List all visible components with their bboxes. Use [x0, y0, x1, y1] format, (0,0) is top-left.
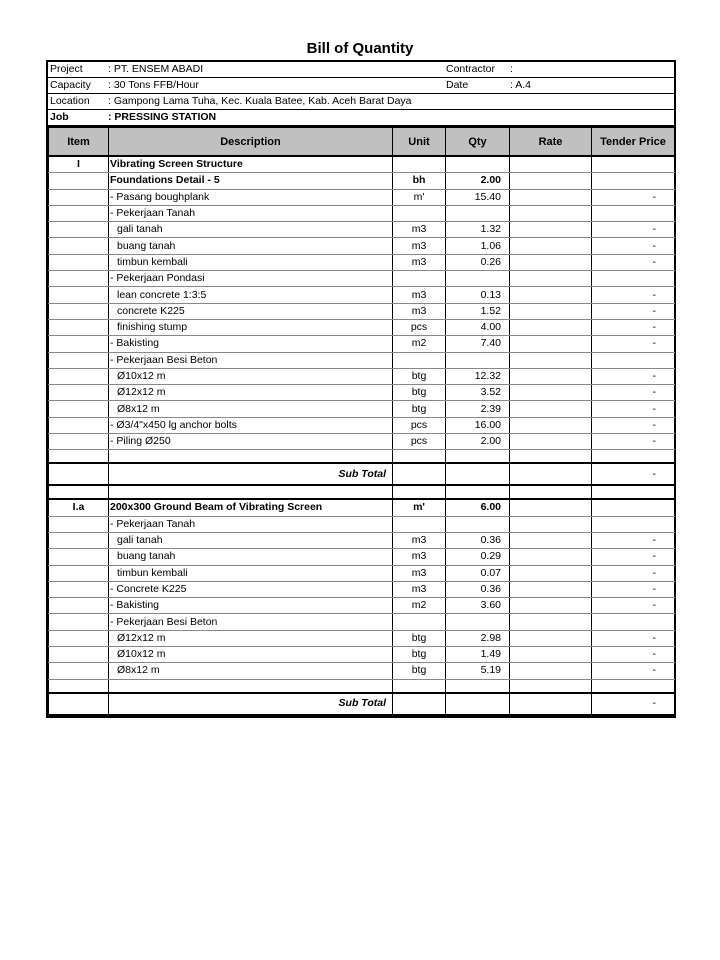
cell-item: [49, 189, 109, 205]
cell-unit: [393, 679, 446, 693]
table-row: [49, 630, 675, 646]
cell-rate: [510, 205, 592, 221]
subtotal-label: Sub Total: [109, 693, 393, 715]
table-row: [49, 598, 675, 614]
cell-item: [49, 287, 109, 303]
info-row-capacity: [48, 78, 674, 94]
cell-tender-price: -: [592, 630, 675, 646]
cell-rate: [510, 581, 592, 597]
cell-rate: [510, 238, 592, 254]
cell-description: concrete K225: [109, 303, 393, 319]
cell-tender-price: -: [592, 565, 675, 581]
cell-unit: m3: [393, 287, 446, 303]
cell-description: - Pekerjaan Besi Beton: [109, 352, 393, 368]
cell-item: [49, 385, 109, 401]
cell-item: [49, 254, 109, 270]
cell-qty: 4.00: [446, 319, 510, 335]
cell-description: - Pekerjaan Tanah: [109, 516, 393, 532]
info-row-project: [48, 62, 674, 78]
cell-unit: m3: [393, 303, 446, 319]
cell-tender-price: -: [592, 254, 675, 270]
table-row: [49, 614, 675, 630]
cell-unit: [393, 271, 446, 287]
cell-qty: [446, 679, 510, 693]
table-row: [49, 368, 675, 384]
cell-qty: 1.52: [446, 303, 510, 319]
cell-qty: 2.39: [446, 401, 510, 417]
cell-qty: 3.52: [446, 385, 510, 401]
cell-qty: 0.13: [446, 287, 510, 303]
table-row: [49, 173, 675, 189]
table-row: [49, 434, 675, 450]
cell-tender-price: -: [592, 238, 675, 254]
cell-tender-price: -: [592, 532, 675, 548]
cell-unit: [393, 485, 446, 499]
cell-rate: [510, 679, 592, 693]
cell-unit: pcs: [393, 434, 446, 450]
cell-rate: [510, 156, 592, 173]
cell-rate: [510, 549, 592, 565]
column-header-tender-price: Tender Price: [592, 128, 675, 157]
cell-item: [49, 565, 109, 581]
table-row: [49, 254, 675, 270]
table-row: [49, 663, 675, 679]
cell-unit: m3: [393, 238, 446, 254]
job-label: Job: [50, 111, 69, 123]
cell-rate: [510, 254, 592, 270]
cell-description: timbun kembali: [109, 254, 393, 270]
cell-item: [49, 614, 109, 630]
cell-tender-price: [592, 156, 675, 173]
cell-description: buang tanah: [109, 238, 393, 254]
table-row: [49, 303, 675, 319]
cell-unit: [393, 450, 446, 464]
cell-description: Ø10x12 m: [109, 368, 393, 384]
cell-rate: [510, 614, 592, 630]
cell-unit: pcs: [393, 417, 446, 433]
cell-tender-price: [592, 271, 675, 287]
cell-item: [49, 173, 109, 189]
cell-description: Ø10x12 m: [109, 647, 393, 663]
column-header-item: Item: [49, 128, 109, 157]
cell-unit: btg: [393, 401, 446, 417]
blank-row: [49, 679, 675, 693]
cell-item: [49, 450, 109, 464]
project-value: : PT. ENSEM ABADI: [108, 63, 204, 75]
cell-qty: 0.36: [446, 532, 510, 548]
cell-qty: [446, 205, 510, 221]
table-row: [49, 647, 675, 663]
table-body: [49, 156, 675, 715]
cell-unit: btg: [393, 368, 446, 384]
cell-rate: [510, 565, 592, 581]
cell-unit: btg: [393, 630, 446, 646]
cell-qty: [446, 352, 510, 368]
cell-description: - Pasang boughplank: [109, 189, 393, 205]
cell-item: [49, 271, 109, 287]
cell-unit: m3: [393, 581, 446, 597]
cell-item: [49, 630, 109, 646]
cell-rate: [510, 336, 592, 352]
cell-description: Ø8x12 m: [109, 401, 393, 417]
table-row: [49, 532, 675, 548]
subtotal-label: Sub Total: [109, 463, 393, 485]
cell-tender-price: -: [592, 385, 675, 401]
cell-item: [49, 238, 109, 254]
cell-qty: 5.19: [446, 663, 510, 679]
cell-tender-price: [592, 614, 675, 630]
subtotal-row: [49, 463, 675, 485]
cell-unit: m3: [393, 532, 446, 548]
cell-description: Foundations Detail - 5: [109, 173, 393, 189]
cell-description: finishing stump: [109, 319, 393, 335]
cell-tender-price: [592, 679, 675, 693]
table-row: [49, 205, 675, 221]
table-row: [49, 156, 675, 173]
boq-table: [48, 127, 675, 716]
cell-description: - Pekerjaan Pondasi: [109, 271, 393, 287]
cell-qty: [446, 516, 510, 532]
cell-description: - Ø3/4"x450 lg anchor bolts: [109, 417, 393, 433]
table-row: [49, 417, 675, 433]
date-label: Date: [446, 79, 469, 91]
cell-unit: m2: [393, 598, 446, 614]
cell-tender-price: -: [592, 368, 675, 384]
cell-unit: m3: [393, 549, 446, 565]
table-row: [49, 271, 675, 287]
cell-unit: m3: [393, 254, 446, 270]
cell-description: - Piling Ø250: [109, 434, 393, 450]
table-row: [49, 385, 675, 401]
cell-description: - Pekerjaan Tanah: [109, 205, 393, 221]
capacity-value: : 30 Tons FFB/Hour: [108, 79, 199, 91]
cell-qty: 2.00: [446, 173, 510, 189]
cell-rate: [510, 485, 592, 499]
cell-qty: 0.07: [446, 565, 510, 581]
cell-item: [49, 647, 109, 663]
table-row: [49, 336, 675, 352]
cell-qty: 0.26: [446, 254, 510, 270]
cell-description: [109, 679, 393, 693]
cell-item: [49, 679, 109, 693]
cell-qty: [446, 271, 510, 287]
cell-item: [49, 598, 109, 614]
cell-unit: bh: [393, 173, 446, 189]
cell-qty: 1.06: [446, 238, 510, 254]
cell-item: [49, 222, 109, 238]
cell-description: - Pekerjaan Besi Beton: [109, 614, 393, 630]
subtotal-row: [49, 693, 675, 715]
cell-qty: 0.36: [446, 581, 510, 597]
table-row: [49, 401, 675, 417]
cell-unit: btg: [393, 663, 446, 679]
cell-unit: [393, 463, 446, 485]
table-row: [49, 352, 675, 368]
cell-item: [49, 516, 109, 532]
table-row: [49, 319, 675, 335]
cell-tender-price: -: [592, 222, 675, 238]
cell-item: [49, 485, 109, 499]
cell-qty: [446, 450, 510, 464]
cell-description: lean concrete 1:3:5: [109, 287, 393, 303]
cell-rate: [510, 385, 592, 401]
cell-unit: [393, 156, 446, 173]
cell-item: [49, 401, 109, 417]
cell-rate: [510, 189, 592, 205]
cell-item: [49, 663, 109, 679]
boq-sheet: [46, 60, 676, 718]
cell-tender-price: -: [592, 663, 675, 679]
cell-item: [49, 336, 109, 352]
cell-rate: [510, 417, 592, 433]
cell-tender-price: [592, 450, 675, 464]
cell-description: Ø12x12 m: [109, 385, 393, 401]
cell-item: [49, 352, 109, 368]
cell-tender-price: -: [592, 336, 675, 352]
table-row: [49, 238, 675, 254]
cell-tender-price: -: [592, 549, 675, 565]
cell-tender-price: -: [592, 287, 675, 303]
cell-item: I.a: [49, 499, 109, 516]
cell-unit: m2: [393, 336, 446, 352]
cell-tender-price: -: [592, 434, 675, 450]
cell-tender-price: -: [592, 598, 675, 614]
cell-rate: [510, 450, 592, 464]
blank-row: [49, 485, 675, 499]
column-header-description: Description: [109, 128, 393, 157]
cell-qty: [446, 693, 510, 715]
location-value: : Gampong Lama Tuha, Kec. Kuala Batee, Kab. Aceh Barat Daya: [108, 95, 412, 107]
cell-qty: 1.32: [446, 222, 510, 238]
cell-description: gali tanah: [109, 222, 393, 238]
cell-qty: 2.00: [446, 434, 510, 450]
cell-rate: [510, 434, 592, 450]
cell-unit: pcs: [393, 319, 446, 335]
cell-tender-price: -: [592, 303, 675, 319]
cell-tender-price: -: [592, 581, 675, 597]
cell-qty: 7.40: [446, 336, 510, 352]
cell-description: [109, 485, 393, 499]
cell-description: gali tanah: [109, 532, 393, 548]
project-label: Project: [50, 63, 83, 75]
cell-description: - Bakisting: [109, 336, 393, 352]
cell-qty: [446, 463, 510, 485]
cell-item: [49, 417, 109, 433]
cell-tender-price: -: [592, 417, 675, 433]
column-header-rate: Rate: [510, 128, 592, 157]
cell-rate: [510, 693, 592, 715]
cell-qty: 6.00: [446, 499, 510, 516]
cell-unit: m': [393, 499, 446, 516]
cell-qty: [446, 614, 510, 630]
cell-rate: [510, 368, 592, 384]
cell-tender-price: -: [592, 319, 675, 335]
cell-item: [49, 434, 109, 450]
cell-item: I: [49, 156, 109, 173]
cell-description: - Bakisting: [109, 598, 393, 614]
cell-tender-price: [592, 499, 675, 516]
cell-rate: [510, 271, 592, 287]
cell-unit: m': [393, 189, 446, 205]
cell-rate: [510, 303, 592, 319]
cell-unit: [393, 693, 446, 715]
cell-item: [49, 693, 109, 715]
cell-rate: [510, 287, 592, 303]
cell-item: [49, 581, 109, 597]
cell-item: [49, 532, 109, 548]
location-label: Location: [50, 95, 90, 107]
cell-rate: [510, 598, 592, 614]
table-row: [49, 222, 675, 238]
cell-description: 200x300 Ground Beam of Vibrating Screen: [109, 499, 393, 516]
cell-unit: m3: [393, 222, 446, 238]
cell-description: Ø8x12 m: [109, 663, 393, 679]
cell-tender-price: [592, 205, 675, 221]
capacity-label: Capacity: [50, 79, 91, 91]
cell-description: buang tanah: [109, 549, 393, 565]
cell-item: [49, 303, 109, 319]
cell-tender-price: -: [592, 189, 675, 205]
cell-item: [49, 368, 109, 384]
cell-item: [49, 205, 109, 221]
cell-qty: 1.49: [446, 647, 510, 663]
cell-qty: 2.98: [446, 630, 510, 646]
cell-rate: [510, 463, 592, 485]
column-header-qty: Qty: [446, 128, 510, 157]
cell-rate: [510, 352, 592, 368]
table-header-row: [49, 128, 675, 157]
cell-unit: btg: [393, 385, 446, 401]
cell-unit: btg: [393, 647, 446, 663]
cell-qty: 3.60: [446, 598, 510, 614]
cell-qty: 12.32: [446, 368, 510, 384]
subtotal-value: -: [592, 463, 675, 485]
cell-rate: [510, 532, 592, 548]
cell-tender-price: [592, 352, 675, 368]
cell-rate: [510, 499, 592, 516]
cell-description: [109, 450, 393, 464]
cell-rate: [510, 401, 592, 417]
info-row-job: [48, 110, 674, 127]
cell-tender-price: -: [592, 647, 675, 663]
cell-item: [49, 463, 109, 485]
cell-rate: [510, 663, 592, 679]
cell-rate: [510, 222, 592, 238]
cell-description: - Concrete K225: [109, 581, 393, 597]
cell-tender-price: [592, 173, 675, 189]
date-value: : A.4: [510, 79, 532, 91]
table-row: [49, 549, 675, 565]
document-title: Bill of Quantity: [306, 40, 414, 57]
subtotal-value: -: [592, 693, 675, 715]
table-row: [49, 499, 675, 516]
cell-unit: m3: [393, 565, 446, 581]
cell-rate: [510, 319, 592, 335]
cell-description: Ø12x12 m: [109, 630, 393, 646]
cell-qty: [446, 485, 510, 499]
cell-rate: [510, 647, 592, 663]
cell-unit: [393, 614, 446, 630]
cell-item: [49, 549, 109, 565]
cell-rate: [510, 173, 592, 189]
cell-tender-price: -: [592, 401, 675, 417]
cell-qty: 0.29: [446, 549, 510, 565]
column-header-unit: Unit: [393, 128, 446, 157]
contractor-label: Contractor: [446, 63, 496, 75]
cell-unit: [393, 352, 446, 368]
cell-description: timbun kembali: [109, 565, 393, 581]
cell-rate: [510, 516, 592, 532]
cell-unit: [393, 516, 446, 532]
cell-qty: 16.00: [446, 417, 510, 433]
cell-description: Vibrating Screen Structure: [109, 156, 393, 173]
cell-qty: 15.40: [446, 189, 510, 205]
table-row: [49, 189, 675, 205]
cell-qty: [446, 156, 510, 173]
cell-item: [49, 319, 109, 335]
table-row: [49, 565, 675, 581]
table-row: [49, 287, 675, 303]
contractor-value: :: [510, 63, 513, 75]
cell-tender-price: [592, 485, 675, 499]
cell-unit: [393, 205, 446, 221]
blank-row: [49, 450, 675, 464]
table-row: [49, 516, 675, 532]
info-row-location: [48, 94, 674, 110]
table-row: [49, 581, 675, 597]
cell-tender-price: [592, 516, 675, 532]
job-value: : PRESSING STATION: [108, 111, 217, 123]
cell-rate: [510, 630, 592, 646]
